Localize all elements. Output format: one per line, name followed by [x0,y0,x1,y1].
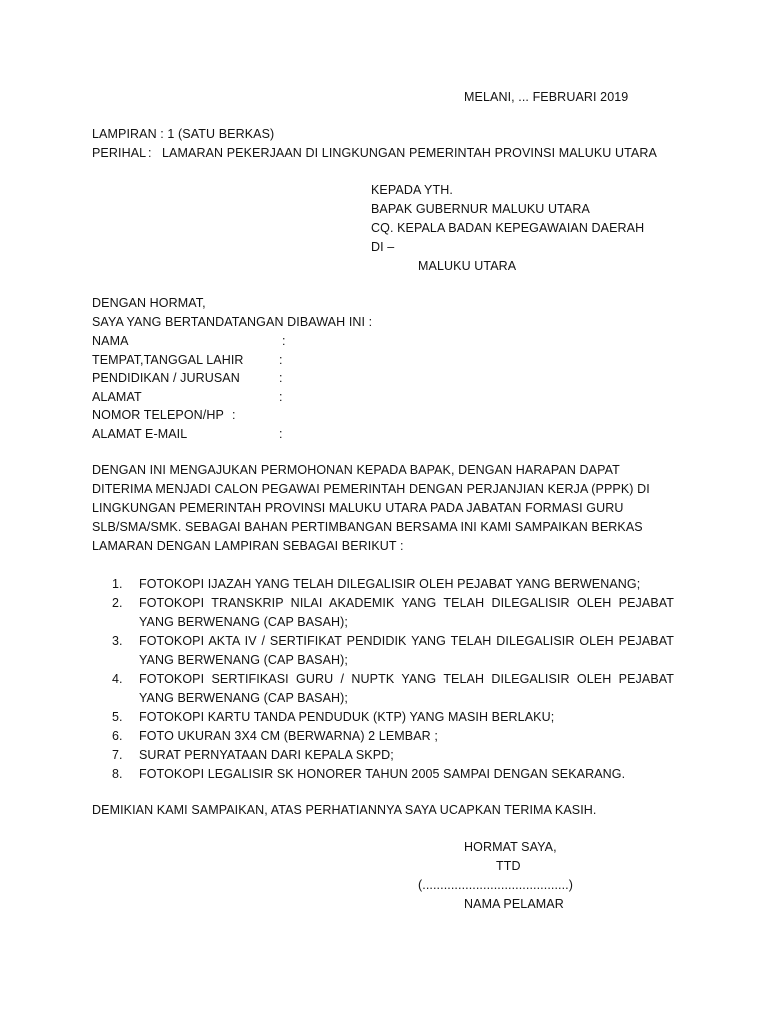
body-line: LINGKUNGAN PEMERINTAH PROVINSI MALUKU UTARA PADA JABATAN FORMASI GURU [92,501,624,515]
body-line: DENGAN INI MENGAJUKAN PERMOHONAN KEPADA BAPAK, DENGAN HARAPAN DAPAT [92,463,620,477]
place-date: MELANI, ... FEBRUARI 2019 [464,90,629,104]
list-item [112,708,674,727]
signature-ttd: TTD [496,859,521,873]
perihal-label: PERIHAL [92,146,147,160]
field-label: NOMOR TELEPON/HP [92,408,224,422]
list-item [112,670,674,708]
greeting: DENGAN HORMAT, [92,296,206,310]
list-item-text: SURAT PERNYATAAN DARI KEPALA SKPD; [139,748,394,762]
list-item-text: FOTOKOPI AKTA IV / SERTIFIKAT PENDIDIK YANG TELAH DILEGALISIR OLEH PEJABAT YANG BERWENANG (CAP BASAH); [139,634,674,667]
list-item [112,575,674,594]
list-item-text: FOTOKOPI SERTIFIKASI GURU / NUPTK YANG TELAH DILEGALISIR OLEH PEJABAT YANG BERWENANG (CAP BASAH); [139,672,674,705]
field-label: PENDIDIKAN / JURUSAN [92,371,240,385]
attachment-list [112,575,674,784]
perihal-colon: : [148,146,152,160]
list-item [112,594,674,632]
body-line: DITERIMA MENJADI CALON PEGAWAI PEMERINTAH DENGAN PERJANJIAN KERJA (PPPK) DI [92,482,650,496]
field-colon: : [282,334,286,348]
list-item-text: FOTO UKURAN 3X4 CM (BERWARNA) 2 LEMBAR ; [139,729,438,743]
list-item [112,727,674,746]
intro-line: SAYA YANG BERTANDATANGAN DIBAWAH INI : [92,315,373,329]
signature-blank: (.........................................) [418,878,574,892]
list-item-number: 6. [112,729,123,743]
list-item-number: 3. [112,634,123,648]
recipient-line-2: BAPAK GUBERNUR MALUKU UTARA [371,202,590,216]
list-item-text: FOTOKOPI KARTU TANDA PENDUDUK (KTP) YANG MASIH BERLAKU; [139,710,555,724]
recipient-line-1: KEPADA YTH. [371,183,453,197]
list-item-text: FOTOKOPI LEGALISIR SK HONORER TAHUN 2005 SAMPAI DENGAN SEKARANG. [139,767,626,781]
list-item-number: 2. [112,596,123,610]
list-item-number: 8. [112,767,123,781]
list-item-number: 1. [112,577,123,591]
signature-regards: HORMAT SAYA, [464,840,557,854]
list-item-text: FOTOKOPI IJAZAH YANG TELAH DILEGALISIR OLEH PEJABAT YANG BERWENANG; [139,577,641,591]
field-label: NAMA [92,334,129,348]
field-colon: : [279,427,283,441]
list-item-number: 7. [112,748,123,762]
lampiran-line: LAMPIRAN : 1 (SATU BERKAS) [92,127,275,141]
closing-line: DEMIKIAN KAMI SAMPAIKAN, ATAS PERHATIANNYA SAYA UCAPKAN TERIMA KASIH. [92,803,597,817]
perihal-line [92,145,657,161]
field-label: ALAMAT E-MAIL [92,427,188,441]
list-item [112,632,674,670]
body-paragraph [92,461,650,556]
recipient-line-3: CQ. KEPALA BADAN KEPEGAWAIAN DAERAH [371,221,645,235]
field-colon: : [232,408,236,422]
list-item-number: 4. [112,672,123,686]
list-item-text: FOTOKOPI TRANSKRIP NILAI AKADEMIK YANG TELAH DILEGALISIR OLEH PEJABAT YANG BERWENANG (CAP BASAH); [139,596,674,629]
recipient-line-4: DI – [371,240,395,254]
field-colon: : [279,390,283,404]
list-item [112,746,674,765]
field-label: ALAMAT [92,390,142,404]
field-label: TEMPAT,TANGGAL LAHIR [92,353,244,367]
list-item-number: 5. [112,710,123,724]
perihal-value: LAMARAN PEKERJAAN DI LINGKUNGAN PEMERINTAH PROVINSI MALUKU UTARA [162,146,657,160]
recipient-line-5: MALUKU UTARA [418,259,517,273]
field-colon: : [279,371,283,385]
field-colon: : [279,353,283,367]
body-line: LAMARAN DENGAN LAMPIRAN SEBAGAI BERIKUT : [92,539,404,553]
body-line: SLB/SMA/SMK. SEBAGAI BAHAN PERTIMBANGAN BERSAMA INI KAMI SAMPAIKAN BERKAS [92,520,643,534]
list-item [112,765,674,784]
signature-name: NAMA PELAMAR [464,897,564,911]
